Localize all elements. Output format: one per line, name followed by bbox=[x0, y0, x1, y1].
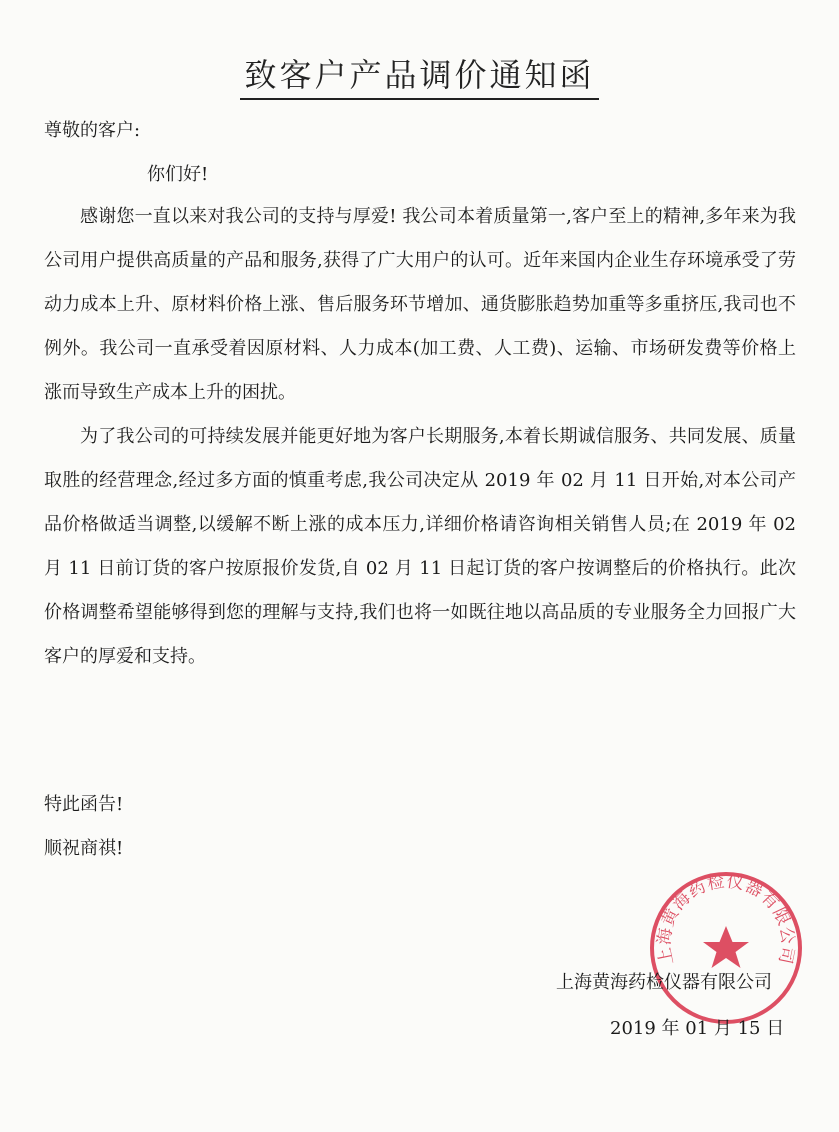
letter-title-text: 致客户产品调价通知函 bbox=[240, 56, 598, 100]
greeting: 你们好! bbox=[147, 164, 209, 185]
company-seal-stamp bbox=[646, 868, 806, 1028]
body-paragraph-2: 为了我公司的可持续发展并能更好地为客户长期服务,本着长期诚信服务、共同发展、质量取胜的经营理念,经过多方面的慎重考虑,我公司决定从 2019 年 02 月 11 日开始,对本公司产品价格做适当调整,以缓解不断上涨的成本压力,详细价格请咨询相关销售人员;在 2019 年 02 月 11 日前订货的客户按原报价发货,自 02 月 11 日起订货的客户按调整后的价格执行。此次价格调整希望能够得到您的理解与支持,我们也将一如既往地以高品质的专业服务全力回报广大客户的厚爱和支持。 bbox=[44, 426, 796, 667]
letter-title bbox=[0, 50, 839, 96]
closing-wishes: 顺祝商祺! bbox=[44, 838, 124, 859]
salutation: 尊敬的客户: bbox=[44, 120, 141, 141]
seal-text-path: 上海黄海药检仪器有限公司 bbox=[654, 871, 798, 967]
seal-star-icon bbox=[703, 926, 749, 968]
body-paragraph-1: 感谢您一直以来对我公司的支持与厚爱! 我公司本着质量第一,客户至上的精神,多年来为我公司用户提供高质量的产品和服务,获得了广大用户的认可。近年来国内企业生存环境承受了劳动力成本上升、原材料价格上涨、售后服务环节增加、通货膨胀趋势加重等多重挤压,我司也不例外。我公司一直承受着因原材料、人力成本(加工费、人工费)、运输、市场研发费等价格上涨而导致生产成本上升的困扰。 bbox=[44, 206, 796, 403]
company-signature: 上海黄海药检仪器有限公司 bbox=[556, 972, 772, 993]
letter-date: 2019 年 01 月 15 日 bbox=[610, 1018, 785, 1039]
closing-notice: 特此函告! bbox=[44, 794, 124, 815]
